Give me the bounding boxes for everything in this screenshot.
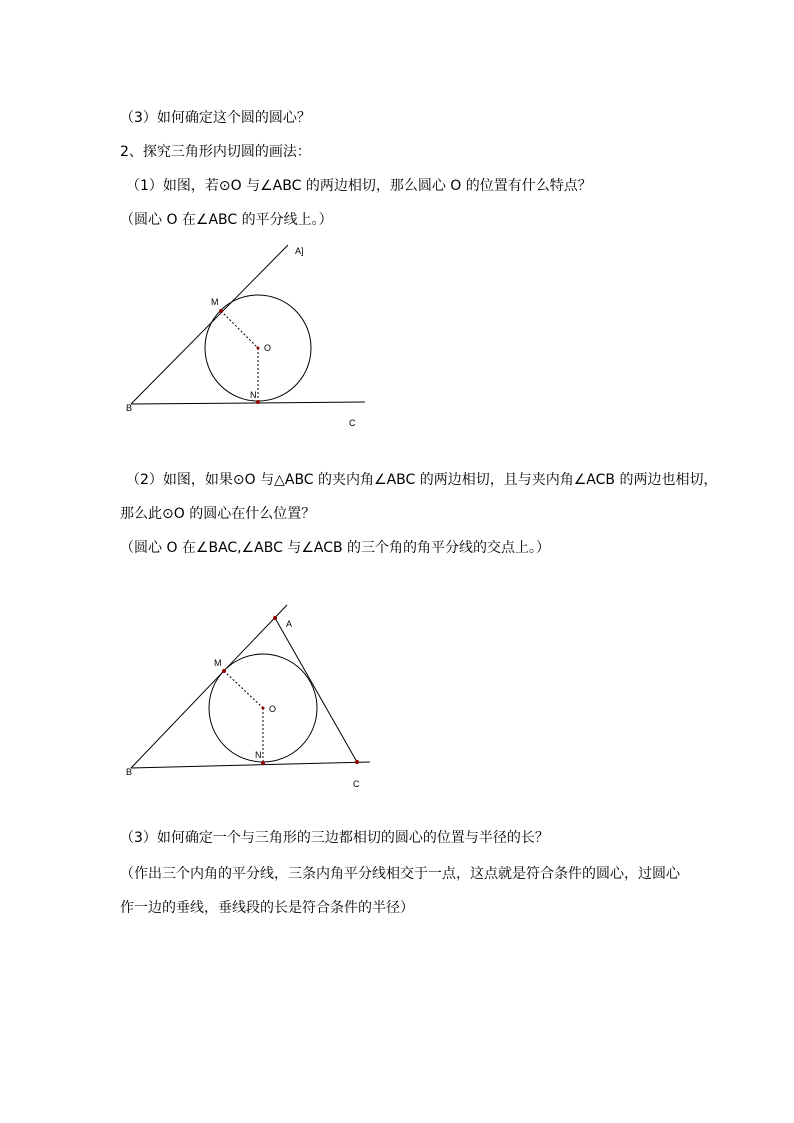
answer-3-line-1: （作出三个内角的平分线，三条内角平分线相交于一点，这点就是符合条件的圆心，过圆心: [120, 866, 680, 882]
radius-om: [221, 311, 258, 348]
figure-triangle-incircle: [110, 595, 390, 795]
ray-ba: [131, 245, 288, 404]
question-3-center: （3）如何确定这个圆的圆心？: [120, 110, 311, 126]
label-c: C: [353, 779, 360, 789]
side-ba-extended: [131, 605, 287, 768]
section-2-heading: 2、探究三角形内切圆的画法：: [120, 144, 311, 160]
figure-angle-tangent-circle: [110, 235, 390, 435]
radius-om: [224, 671, 263, 708]
label-a: A: [286, 619, 293, 629]
label-a: A]: [295, 246, 304, 256]
answer-2: （圆心 O 在∠BAC,∠ABC 与∠ACB 的三个角的角平分线的交点上。）: [120, 540, 551, 556]
point-o: [262, 707, 265, 710]
label-o: O: [269, 704, 277, 714]
point-n: [256, 400, 260, 404]
question-3: （3）如何确定一个与三角形的三边都相切的圆心的位置与半径的长？: [120, 830, 549, 846]
label-m: M: [211, 297, 219, 307]
question-2-line-2: 那么此⊙O 的圆心在什么位置？: [120, 506, 316, 522]
point-m: [219, 309, 223, 313]
ray-bc: [131, 402, 365, 404]
point-a: [273, 616, 277, 620]
question-2-line-1: （2）如图，如果⊙O 与△ABC 的夹内角∠ABC 的两边相切，且与夹内角∠ACB 的两边也相切，: [126, 472, 718, 488]
side-ac: [275, 618, 357, 762]
point-o: [257, 347, 260, 350]
label-c: C: [349, 418, 356, 428]
label-b: B: [126, 767, 133, 777]
question-1: （1）如图，若⊙O 与∠ABC 的两边相切，那么圆心 O 的位置有什么特点？: [126, 178, 592, 194]
point-c: [355, 760, 359, 764]
label-b: B: [126, 403, 133, 413]
point-n: [261, 761, 265, 765]
side-bc: [131, 762, 370, 768]
label-n: N: [255, 750, 262, 760]
label-o: O: [264, 343, 272, 353]
answer-3-line-2: 作一边的垂线，垂线段的长是符合条件的半径）: [120, 900, 414, 916]
label-n: N: [250, 390, 257, 400]
point-m: [222, 669, 226, 673]
label-m: M: [214, 658, 222, 668]
answer-1: （圆心 O 在∠ABC 的平分线上。）: [120, 212, 333, 228]
